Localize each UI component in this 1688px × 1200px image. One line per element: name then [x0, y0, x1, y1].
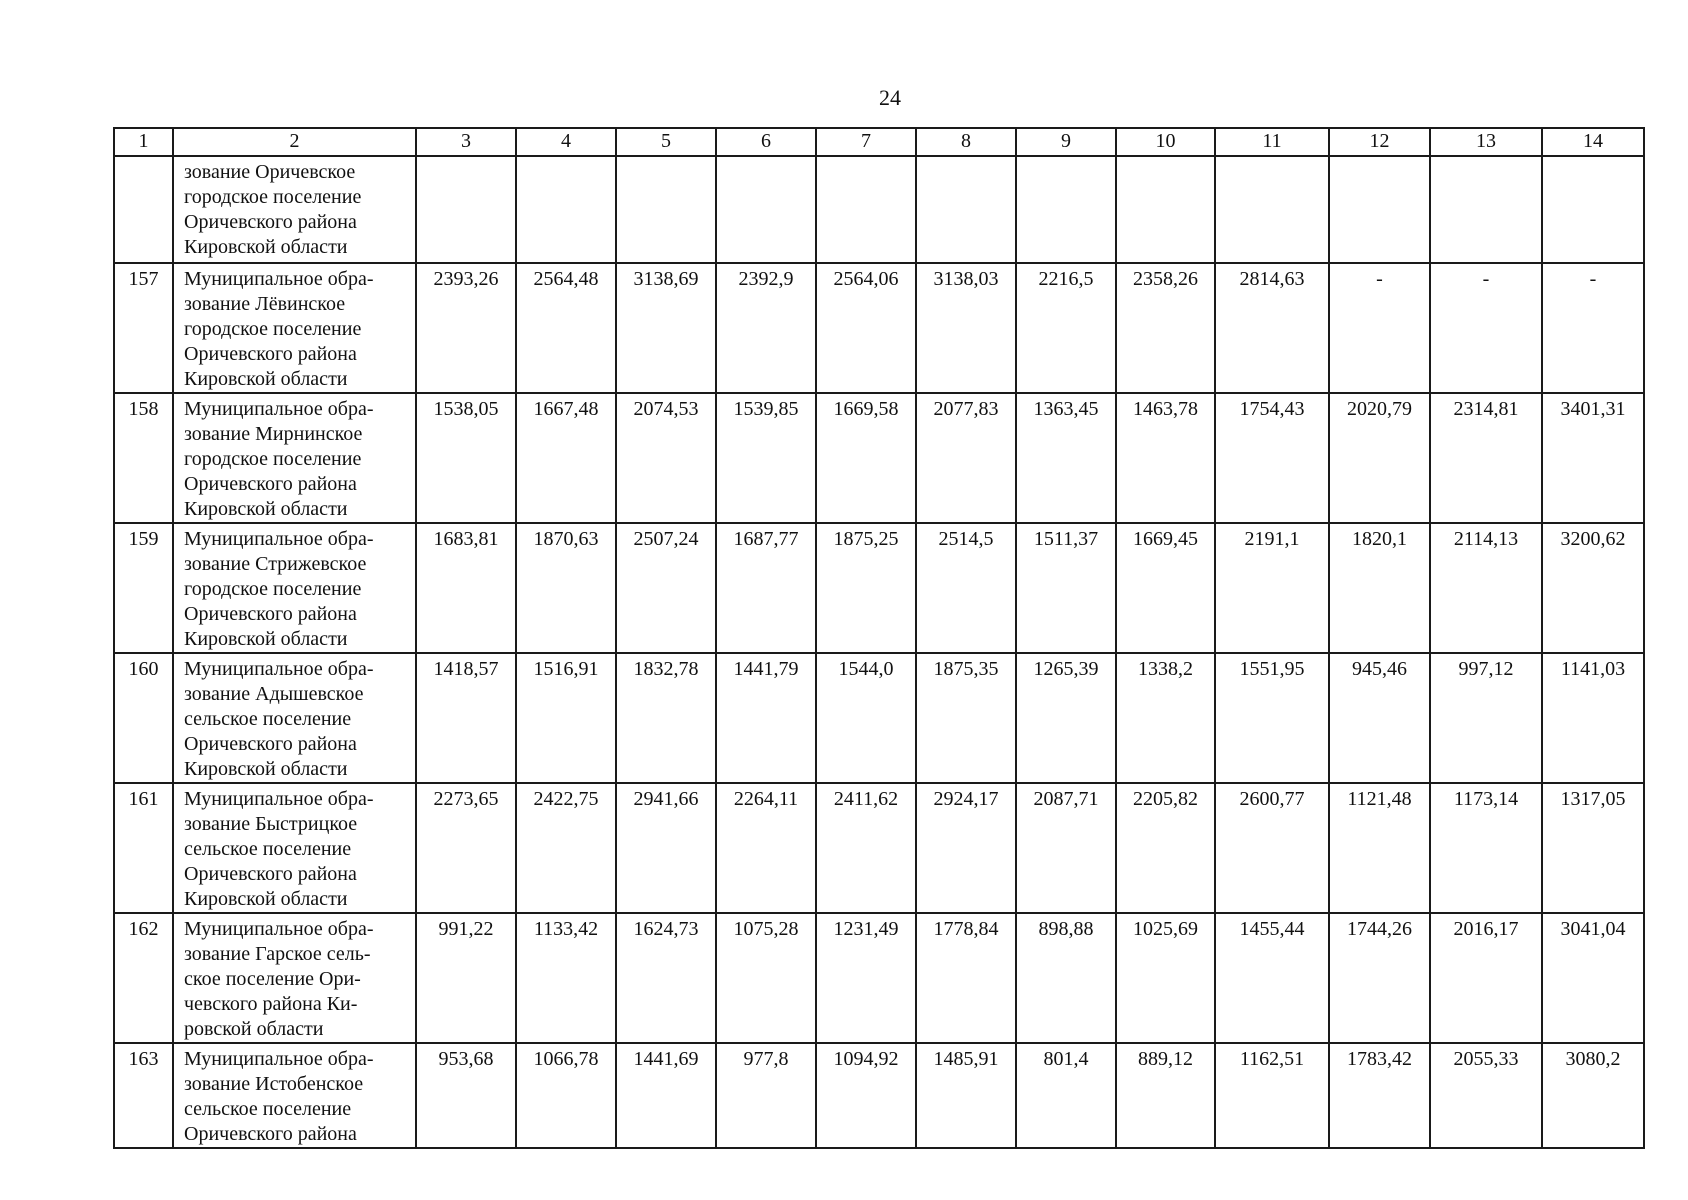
- value-cell: 2514,5: [916, 523, 1016, 653]
- municipality-name-line: городское поселение: [184, 448, 362, 470]
- column-header: 6: [716, 128, 816, 156]
- value-cell: 1669,45: [1116, 523, 1215, 653]
- page-number: 24: [879, 85, 901, 110]
- row-number: 159: [114, 523, 173, 653]
- municipality-name-line: зование Адышевское: [184, 683, 364, 705]
- column-header: 8: [916, 128, 1016, 156]
- value-cell: [516, 156, 616, 263]
- table-row: [114, 913, 1644, 1043]
- column-header: 11: [1215, 128, 1329, 156]
- municipality-name: [173, 156, 416, 263]
- municipality-name-line: сельское поселение: [184, 838, 352, 860]
- municipality-name-line: зование Истобенское: [184, 1073, 364, 1095]
- municipality-name-line: Кировской области: [184, 888, 348, 910]
- value-cell: 945,46: [1329, 653, 1430, 783]
- value-cell: 1669,58: [816, 393, 916, 523]
- value-cell: 2314,81: [1430, 393, 1542, 523]
- value-cell: 2264,11: [716, 783, 816, 913]
- value-cell: 889,12: [1116, 1043, 1215, 1148]
- value-cell: 2020,79: [1329, 393, 1430, 523]
- value-cell: 2564,06: [816, 263, 916, 393]
- municipality-name-line: Муниципальное обра-: [184, 658, 374, 680]
- municipality-name-line: зование Быстрицкое: [184, 813, 358, 835]
- municipality-name-line: Кировской области: [184, 368, 348, 390]
- municipality-name-line: Кировской области: [184, 236, 348, 258]
- value-cell: 2392,9: [716, 263, 816, 393]
- value-cell: 1141,03: [1542, 653, 1644, 783]
- value-cell: [1430, 156, 1542, 263]
- value-cell: 898,88: [1016, 913, 1116, 1043]
- value-cell: 2216,5: [1016, 263, 1116, 393]
- value-cell: -: [1430, 263, 1542, 393]
- value-cell: [716, 156, 816, 263]
- municipality-name-line: ское поселение Ори-: [184, 968, 361, 990]
- value-cell: 3200,62: [1542, 523, 1644, 653]
- value-cell: 1544,0: [816, 653, 916, 783]
- municipality-name-line: Оричевского района: [184, 603, 357, 625]
- municipality-name-line: зование Гарское сель-: [184, 943, 371, 965]
- value-cell: 3080,2: [1542, 1043, 1644, 1148]
- value-cell: 801,4: [1016, 1043, 1116, 1148]
- value-cell: 1441,69: [616, 1043, 716, 1148]
- municipality-name-line: Оричевского района: [184, 473, 357, 495]
- value-cell: 1778,84: [916, 913, 1016, 1043]
- value-cell: 1075,28: [716, 913, 816, 1043]
- value-cell: [1116, 156, 1215, 263]
- municipality-name-line: Кировской области: [184, 628, 348, 650]
- column-header: 5: [616, 128, 716, 156]
- municipality-name-line: Оричевского района: [184, 1123, 357, 1145]
- value-cell: [916, 156, 1016, 263]
- row-number: 162: [114, 913, 173, 1043]
- value-cell: 2393,26: [416, 263, 516, 393]
- value-cell: 1538,05: [416, 393, 516, 523]
- value-cell: 1551,95: [1215, 653, 1329, 783]
- municipality-name-line: чевского района Ки-: [184, 993, 358, 1015]
- column-header: 7: [816, 128, 916, 156]
- municipality-name-line: зование Лёвинское: [184, 293, 346, 315]
- value-cell: 2358,26: [1116, 263, 1215, 393]
- value-cell: 1162,51: [1215, 1043, 1329, 1148]
- value-cell: 1832,78: [616, 653, 716, 783]
- value-cell: 1754,43: [1215, 393, 1329, 523]
- value-cell: -: [1329, 263, 1430, 393]
- value-cell: 1485,91: [916, 1043, 1016, 1148]
- value-cell: [1542, 156, 1644, 263]
- municipality-name-line: Муниципальное обра-: [184, 528, 374, 550]
- value-cell: 1231,49: [816, 913, 916, 1043]
- table-row: [114, 523, 1644, 653]
- municipality-name-line: Муниципальное обра-: [184, 788, 374, 810]
- table-body: [114, 156, 1644, 1148]
- municipality-name-line: городское поселение: [184, 318, 362, 340]
- municipality-name-line: сельское поселение: [184, 1098, 352, 1120]
- value-cell: 3401,31: [1542, 393, 1644, 523]
- municipality-name: [173, 523, 416, 653]
- column-header: 9: [1016, 128, 1116, 156]
- municipality-name-line: Муниципальное обра-: [184, 268, 374, 290]
- municipality-name-line: Оричевского района: [184, 863, 357, 885]
- municipality-name: [173, 653, 416, 783]
- municipality-name-line: зование Мирнинское: [184, 423, 363, 445]
- value-cell: 1667,48: [516, 393, 616, 523]
- value-cell: 2191,1: [1215, 523, 1329, 653]
- table-row: [114, 263, 1644, 393]
- value-cell: 3138,69: [616, 263, 716, 393]
- value-cell: 953,68: [416, 1043, 516, 1148]
- value-cell: 1516,91: [516, 653, 616, 783]
- value-cell: 2411,62: [816, 783, 916, 913]
- value-cell: 2016,17: [1430, 913, 1542, 1043]
- value-cell: 1025,69: [1116, 913, 1215, 1043]
- value-cell: 1539,85: [716, 393, 816, 523]
- municipality-name-line: зование Стрижевское: [184, 553, 367, 575]
- value-cell: 2600,77: [1215, 783, 1329, 913]
- value-cell: -: [1542, 263, 1644, 393]
- column-header: 1: [114, 128, 173, 156]
- value-cell: 2114,13: [1430, 523, 1542, 653]
- column-header: 4: [516, 128, 616, 156]
- value-cell: 1441,79: [716, 653, 816, 783]
- value-cell: 1173,14: [1430, 783, 1542, 913]
- table-row: [114, 393, 1644, 523]
- table-row: [114, 653, 1644, 783]
- column-header: 14: [1542, 128, 1644, 156]
- value-cell: 3138,03: [916, 263, 1016, 393]
- value-cell: 1820,1: [1329, 523, 1430, 653]
- municipality-name-line: Кировской области: [184, 758, 348, 780]
- value-cell: 1783,42: [1329, 1043, 1430, 1148]
- value-cell: 1094,92: [816, 1043, 916, 1148]
- municipality-name-line: Оричевского района: [184, 211, 357, 233]
- value-cell: [1215, 156, 1329, 263]
- municipality-name: [173, 263, 416, 393]
- value-cell: 2273,65: [416, 783, 516, 913]
- value-cell: 2087,71: [1016, 783, 1116, 913]
- value-cell: 1265,39: [1016, 653, 1116, 783]
- municipality-name-line: городское поселение: [184, 186, 362, 208]
- municipality-name-line: Кировской области: [184, 498, 348, 520]
- value-cell: 3041,04: [1542, 913, 1644, 1043]
- value-cell: [1016, 156, 1116, 263]
- value-cell: 1624,73: [616, 913, 716, 1043]
- row-number: 163: [114, 1043, 173, 1148]
- value-cell: 2941,66: [616, 783, 716, 913]
- value-cell: 2077,83: [916, 393, 1016, 523]
- municipality-name-line: Муниципальное обра-: [184, 918, 374, 940]
- value-cell: 1338,2: [1116, 653, 1215, 783]
- data-table: [113, 127, 1645, 1149]
- value-cell: [816, 156, 916, 263]
- row-number: [114, 156, 173, 263]
- value-cell: 1463,78: [1116, 393, 1215, 523]
- value-cell: 1744,26: [1329, 913, 1430, 1043]
- value-cell: 2422,75: [516, 783, 616, 913]
- value-cell: 2205,82: [1116, 783, 1215, 913]
- value-cell: 1363,45: [1016, 393, 1116, 523]
- value-cell: 1317,05: [1542, 783, 1644, 913]
- value-cell: [1329, 156, 1430, 263]
- municipality-name-line: городское поселение: [184, 578, 362, 600]
- municipality-name-line: ровской области: [184, 1018, 324, 1040]
- value-cell: 1870,63: [516, 523, 616, 653]
- table-row: [114, 783, 1644, 913]
- column-header: 10: [1116, 128, 1215, 156]
- municipality-name: [173, 393, 416, 523]
- column-header: 13: [1430, 128, 1542, 156]
- value-cell: 2814,63: [1215, 263, 1329, 393]
- row-number: 161: [114, 783, 173, 913]
- municipality-name-line: Муниципальное обра-: [184, 398, 374, 420]
- value-cell: 1066,78: [516, 1043, 616, 1148]
- value-cell: [616, 156, 716, 263]
- value-cell: 1133,42: [516, 913, 616, 1043]
- value-cell: 1687,77: [716, 523, 816, 653]
- table-row: [114, 1043, 1644, 1148]
- table-row: [114, 156, 1644, 263]
- value-cell: 2924,17: [916, 783, 1016, 913]
- header-row: [114, 128, 1644, 156]
- municipality-name-line: Оричевского района: [184, 343, 357, 365]
- column-header: 3: [416, 128, 516, 156]
- value-cell: 991,22: [416, 913, 516, 1043]
- value-cell: [416, 156, 516, 263]
- value-cell: 2507,24: [616, 523, 716, 653]
- value-cell: 977,8: [716, 1043, 816, 1148]
- column-header: 2: [173, 128, 416, 156]
- row-number: 160: [114, 653, 173, 783]
- row-number: 158: [114, 393, 173, 523]
- row-number: 157: [114, 263, 173, 393]
- value-cell: 1683,81: [416, 523, 516, 653]
- column-header: 12: [1329, 128, 1430, 156]
- value-cell: 2074,53: [616, 393, 716, 523]
- value-cell: 1418,57: [416, 653, 516, 783]
- municipality-name: [173, 783, 416, 913]
- value-cell: 2055,33: [1430, 1043, 1542, 1148]
- value-cell: 997,12: [1430, 653, 1542, 783]
- municipality-name-line: зование Оричевское: [184, 161, 356, 183]
- municipality-name: [173, 1043, 416, 1148]
- municipality-name-line: сельское поселение: [184, 708, 352, 730]
- value-cell: 1875,25: [816, 523, 916, 653]
- municipality-name-line: Оричевского района: [184, 733, 357, 755]
- value-cell: 2564,48: [516, 263, 616, 393]
- municipality-name: [173, 913, 416, 1043]
- value-cell: 1511,37: [1016, 523, 1116, 653]
- value-cell: 1875,35: [916, 653, 1016, 783]
- municipality-name-line: Муниципальное обра-: [184, 1048, 374, 1070]
- value-cell: 1455,44: [1215, 913, 1329, 1043]
- value-cell: 1121,48: [1329, 783, 1430, 913]
